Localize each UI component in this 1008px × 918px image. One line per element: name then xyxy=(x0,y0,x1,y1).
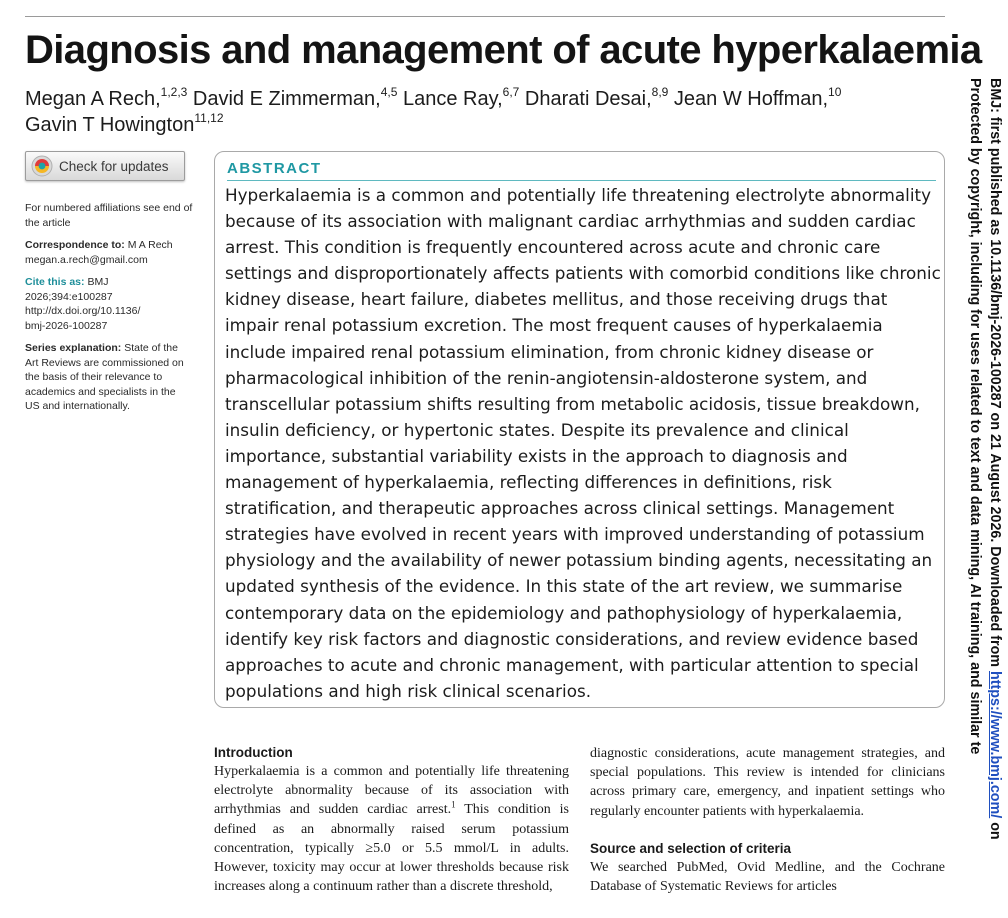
copyright-notice: Protected by copyright, including for uses related to text and data mining, AI training, and similar te xyxy=(967,78,983,755)
abstract-rule xyxy=(227,180,936,181)
check-for-updates-label: Check for updates xyxy=(59,158,169,174)
author-name: Jean W Hoffman, xyxy=(673,88,829,110)
author-affiliation: 10 xyxy=(828,85,842,100)
bmj-link[interactable]: https://www.bmj.com/ xyxy=(987,671,1003,819)
correspondence xyxy=(25,238,193,267)
introduction-text: Hyperkalaemia is a common and potentially life threatening electrolyte abnormality because of its association with arrhythmias and sudden cardiac arrest. xyxy=(214,764,569,818)
check-for-updates-icon xyxy=(31,155,53,177)
reference-marker[interactable]: 1 xyxy=(451,799,456,810)
author-name: Megan A Rech, xyxy=(25,88,161,110)
article-title: Diagnosis and management of acute hyperkalaemia xyxy=(25,28,982,72)
download-notice-text: BMJ: first published as 10.1136/bmj-2026-100287 on 21 August 2026. Downloaded from xyxy=(987,78,1003,671)
download-notice-suffix: on xyxy=(987,818,1003,840)
scope-paragraph: diagnostic considerations, acute management strategies, and special populations. This review is intended for clinicians across primary care, emergency, and inpatient settings who regularly encounter patients with hyperkalaemia. xyxy=(590,746,945,819)
abstract-text: Hyperkalaemia is a common and potentially life threatening electrolyte abnormality because of its association with malignant cardiac arrhythmias and sudden cardiac arrest. This condition is frequently encountered across acute and chronic care settings and disproportionately affects patients with comorbid conditions like chronic kidney disease, heart failure, diabetes mellitus, and those receiving drugs that impair renal potassium excretion. The most frequent causes of hyperkalaemia include impaired renal potassium elimination, from chronic kidney disease or pharmacological inhibition of the renin-angiotensin-aldosterone system, and transcellular potassium shifts resulting from metabolic acidosis, tissue breakdown, insulin deficiency, or hypertonic states. Despite its prevalence and clinical importance, substantial variability exists in the approach to diagnosis and management of hyperkalaemia, reflecting differences in definitions, risk stratification, and therapeutic approaches across clinical settings. Management strategies have evolved in recent years with improved understanding of potassium physiology and the availability of newer potassium binding agents, necessitating an updated synthesis of the evidence. In this state of the art review, we summarise contemporary data on the epidemiology and pathophysiology of hyperkalaemia, identify key risk factors and diagnostic considerations, and review evidence based approaches to acute and chronic management, with particular attention to special populations and high risk clinical scenarios. xyxy=(225,185,941,701)
check-for-updates-button[interactable] xyxy=(25,151,185,181)
article-sidebar xyxy=(25,201,193,422)
cite-value: BMJ 2026;394:e100287 xyxy=(25,276,113,303)
doi-link[interactable]: http://dx.doi.org/10.1136/ xyxy=(25,305,141,317)
correspondence-name: M A Rech xyxy=(127,239,173,251)
author-list xyxy=(25,86,905,138)
top-rule xyxy=(25,16,945,17)
series-label: Series explanation: xyxy=(25,342,122,354)
introduction-heading: Introduction xyxy=(214,745,293,760)
abstract-box xyxy=(214,151,945,708)
vertical-copyright-note xyxy=(945,78,1005,918)
body-column-left xyxy=(214,744,569,896)
cite-label: Cite this as: xyxy=(25,276,85,288)
introduction-paragraph xyxy=(214,762,569,896)
affiliations-note: For numbered affiliations see end of the article xyxy=(25,202,193,229)
author-name: Lance Ray, xyxy=(402,88,503,110)
author-affiliation: 11,12 xyxy=(194,111,224,126)
body-column-right xyxy=(590,744,945,896)
doi-suffix[interactable]: bmj-2026-100287 xyxy=(25,319,108,332)
series-explanation xyxy=(25,341,193,414)
author-affiliation: 4,5 xyxy=(380,85,398,100)
source-paragraph: We searched PubMed, Ovid Medline, and the Cochrane Database of Systematic Reviews for articles xyxy=(590,859,945,895)
author-name: Gavin T Howington xyxy=(25,114,195,136)
author-affiliation: 8,9 xyxy=(651,85,669,100)
citation xyxy=(25,275,193,333)
abstract-heading: ABSTRACT xyxy=(227,160,322,177)
correspondence-label: Correspondence to: xyxy=(25,239,125,251)
correspondence-email[interactable]: megan.a.rech@gmail.com xyxy=(25,253,148,266)
series-text: State of the Art Reviews are commissioned on the basis of their relevance to academics and specialists in the US and internationally. xyxy=(25,342,184,412)
author-name: David E Zimmerman, xyxy=(192,88,381,110)
author-affiliation: 1,2,3 xyxy=(160,85,188,100)
source-heading: Source and selection of criteria xyxy=(590,840,792,856)
introduction-text-continued: This condition is defined as an abnormally raised serum potassium concentration, typically ≥5.0 or 5.5 mmol/L in adults. However, toxicity may occur at lower thresholds because risk increases along a continuum rather than a discrete threshold, xyxy=(214,802,569,895)
author-name: Dharati Desai, xyxy=(524,88,652,110)
author-affiliation: 6,7 xyxy=(502,85,520,100)
download-notice xyxy=(985,78,1005,918)
